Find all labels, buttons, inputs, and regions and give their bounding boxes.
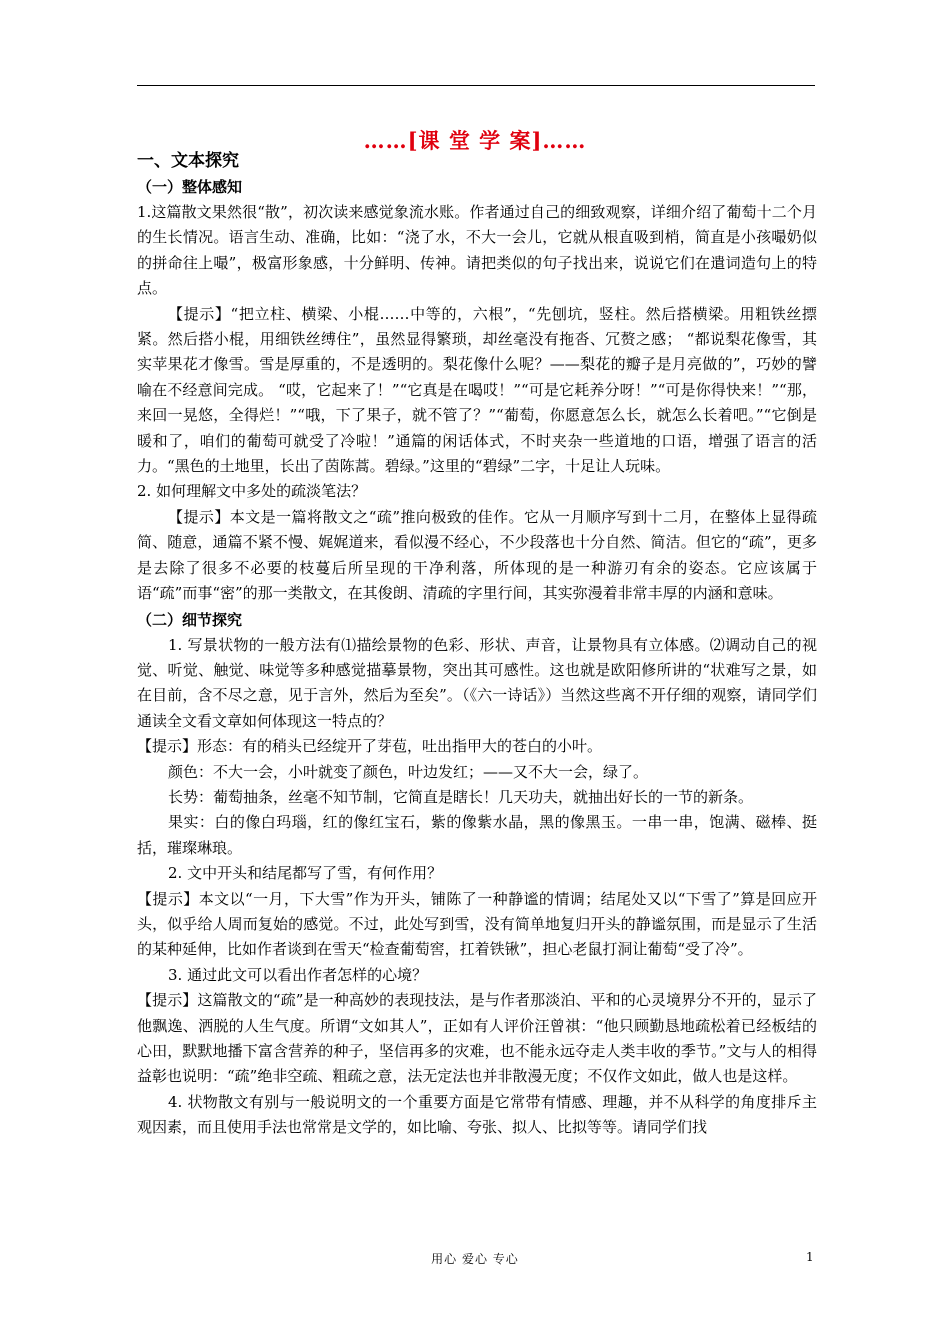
document-body <box>137 148 817 1141</box>
subsection-heading-overall: （一）整体感知 <box>137 178 243 196</box>
hint-2: 【提示】本文是一篇将散文之“疏”推向极致的佳作。它从一月顺序写到十二月，在整体上显得疏简、随意，通篇不紧不慢、娓娓道来，看似漫不经心，不少段落也十分自然、简洁。但它的“疏”，更多是去除了很多不必要的枝蔓后所呈现的干净利落，所体现的是一种游刃有余的姿态。它应该属于语“疏”而事“密”的那一类散文，在其俊朗、清疏的字里行间，其实弥漫着非常丰厚的内涵和意味。 <box>137 507 817 603</box>
detail-question-2: 2. 文中开头和结尾都写了雪，有何作用？ <box>168 864 443 883</box>
detail-hint-2: 【提示】本文以“一月，下大雪”作为开头，铺陈了一种静谧的情调；结尾处又以“下雪了”算是回应开头，似乎给人周而复始的感觉。不过，此处写到雪，没有简单地复归开头的静谧氛围，而是显示了生活的某种延伸，比如作者谈到在雪天“检查葡萄窖，扛着铁锹”，担心老鼠打洞让葡萄“受了冷”。 <box>137 889 817 959</box>
hint-1: 【提示】“把立柱、横梁、小棍……中等的，六根”，“先刨坑，竖柱。然后搭横梁。用粗铁丝摽紧。然后搭小棍，用细铁丝缚住”，虽然显得繁琐，却丝毫没有拖沓、冗赘之感； “都说梨花像雪，其实苹果花才像雪。雪是厚重的，不是透明的。梨花像什么呢？——梨花的瓣子是月亮做的”，巧妙的譬喻在不经意间完成。 “哎，它起来了！”“它真是在喝哎！”“可是它耗养分呀！”“可是你得快来！”“那，来回一晃悠，全得烂！”“哦，下了果子，就不管了？”“葡萄，你愿意怎么长，就怎么长着吧。”“它倒是暖和了，咱们的葡萄可就受了冷啦！”通篇的闲话体式，不时夹杂一些道地的口语，增强了语言的活力。“黑色的土地里，长出了茵陈蒿。碧绿。”这里的“碧绿”二字，十足让人玩味。 <box>137 304 817 476</box>
detail-hint-color: 颜色：不大一会，小叶就变了颜色，叶边发红；——又不大一会，绿了。 <box>168 762 649 781</box>
subsection-heading-detail: （二）细节探究 <box>137 610 243 629</box>
question-1: 1.这篇散文果然很“散”，初次读来感觉象流水账。作者通过自己的细致观察，详细介绍了葡萄十二个月的生长情况。语言生动、准确，比如：“浇了水，不大一会儿，它就从根直吸到梢，简直是小孩嘬奶似的拼命往上嘬”，极富形象感，十分鲜明、传神。请把类似的句子找出来，说说它们在遣词造句上的特点。 <box>137 203 817 298</box>
detail-question-4: 4. 状物散文有别与一般说明文的一个重要方面是它常带有情感、理趣，并不从科学的角度排斥主观因素，而且使用手法也常常是文学的，如比喻、夸张、拟人、比拟等等。请同学们找 <box>137 1092 817 1137</box>
detail-hint-fruit: 果实：白的像白玛瑙，红的像红宝石，紫的像紫水晶，黑的像黑玉。一串一串，饱满、磁棒、挺括，璀璨琳琅。 <box>137 813 817 857</box>
detail-hint-1: 【提示】形态：有的稍头已经绽开了芽苞，吐出指甲大的苍白的小叶。 <box>137 737 603 756</box>
header-rule <box>137 85 815 86</box>
detail-hint-growth: 长势：葡萄抽条，丝毫不知节制，它简直是瞎长！几天功夫，就抽出好长的一节的新条。 <box>168 787 754 806</box>
detail-question-1: 1. 写景状物的一般方法有⑴描绘景物的色彩、形状、声音，让景物具有立体感。⑵调动自己的视觉、听觉、触觉、味觉等多种感觉描摹景物，突出其可感性。这也就是欧阳修所讲的“状难写之景，如在目前，含不尽之意，见于言外，然后为至矣”。（《六一诗话》）当然这些离不开仔细的观察，请同学们通读全文看文章如何体现这一特点的？ <box>137 635 817 730</box>
detail-question-3: 3. 通过此文可以看出作者怎样的心境？ <box>168 965 428 984</box>
detail-hint-3: 【提示】这篇散文的“疏”是一种高妙的表现技法，是与作者那淡泊、平和的心灵境界分不开的，显示了他飘逸、洒脱的人生气度。所谓“文如其人”，正如有人评价汪曾祺：“他只顾勤恳地疏松着已经板结的心田，默默地播下富含营养的种子，坚信再多的灾难，也不能永远夺走人类丰收的季节。”文与人的相得益彰也说明：“疏”绝非空疏、粗疏之意，法无定法也并非散漫无度；不仅作文如此，做人也是这样。 <box>137 991 817 1086</box>
page-title: ……[课 堂 学 案]…… <box>363 128 587 153</box>
footer-motto: 用心 爱心 专心 <box>431 1252 519 1266</box>
section-heading: 一、文本探究 <box>137 151 239 171</box>
question-2: 2. 如何理解文中多处的疏淡笔法？ <box>137 482 367 501</box>
page-number: 1 <box>806 1250 814 1264</box>
